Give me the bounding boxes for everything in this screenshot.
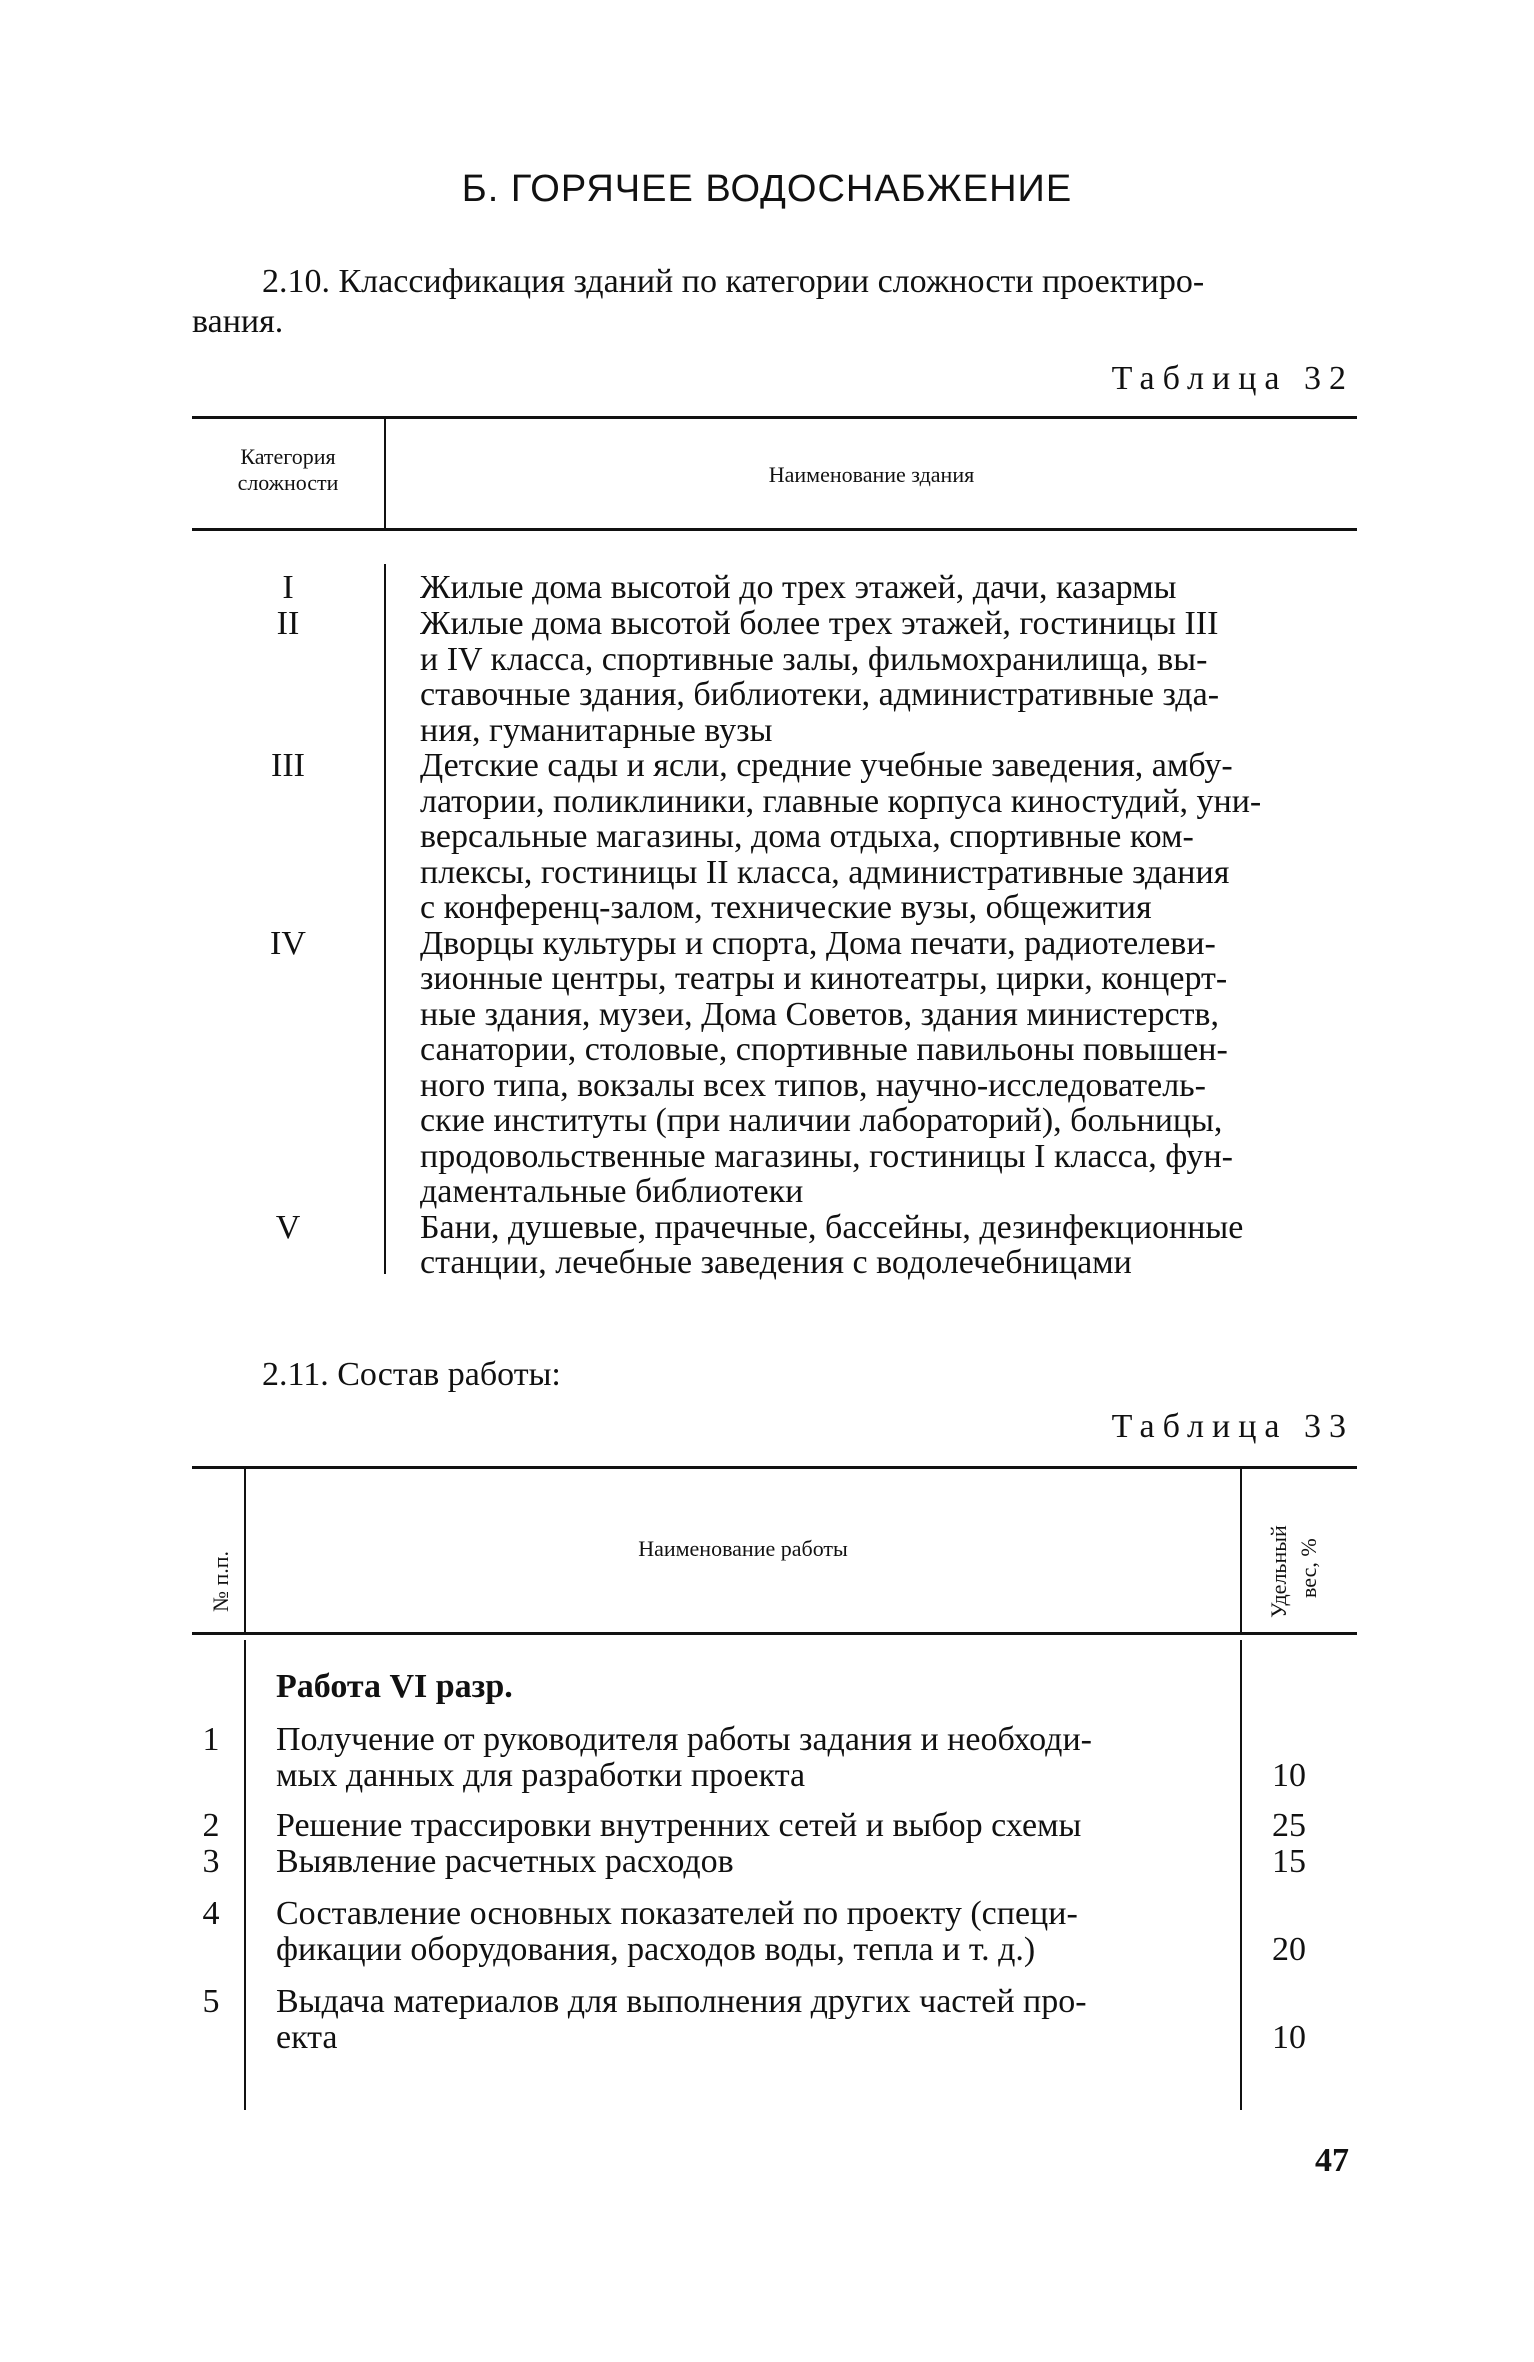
table-32-header-category-line2: сложности <box>237 470 339 495</box>
table-32-category: V <box>275 1208 301 1246</box>
table-32-line: латории, поликлиники, главные корпуса киностудий, уни- <box>420 782 1262 820</box>
table-32-line: и IV класса, спортивные залы, фильмохранилища, вы- <box>420 640 1208 678</box>
table-32-row <box>192 748 1357 926</box>
table-32-line: Бани, душевые, прачечные, бассейны, дезинфекционные <box>420 1208 1244 1246</box>
table-32-line: Дворцы культуры и спорта, Дома печати, радиотелеви- <box>420 924 1216 962</box>
table-33-line: Выявление расчетных расходов <box>276 1843 734 1880</box>
table-33-line: Решение трассировки внутренних сетей и выбор схемы <box>276 1807 1082 1844</box>
table-32-row <box>192 606 1357 748</box>
table-33-text <box>276 1984 1221 2056</box>
table-32-line: ного типа, вокзалы всех типов, научно-исследователь- <box>420 1066 1206 1104</box>
paragraph-2-11-text: 2.11. Состав работы: <box>262 1356 561 1393</box>
table-32-line: версальные магазины, дома отдыха, спортивные ком- <box>420 818 1194 855</box>
table-33-line: мых данных для разработки проекта <box>276 1757 806 1794</box>
table-32-row <box>192 926 1357 1210</box>
table-33-row <box>192 1722 1357 1794</box>
table-33-number: 4 <box>202 1895 220 1932</box>
table-32-description <box>420 926 1357 1210</box>
table-32-line: даментальные библиотеки <box>420 1173 804 1210</box>
table-33-number: 1 <box>202 1721 220 1758</box>
table-33-header-work: Наименование работы <box>638 1536 848 1561</box>
table-32-caption: Таблица 32 <box>1111 360 1354 397</box>
table-32-line: с конференц-залом, технические вузы, общежития <box>420 889 1152 926</box>
table-33-weight: 10 <box>1272 2019 1306 2056</box>
table-33-header-number: № п.п. <box>208 1550 233 1612</box>
table-33-group-label: Работа VI разр. <box>276 1668 513 1705</box>
table-33-row <box>192 1984 1357 2056</box>
table-32-header-category-line1: Категория <box>240 444 336 469</box>
table-32-line: станции, лечебные заведения с водолечебницами <box>420 1244 1132 1281</box>
table-32-description <box>420 606 1357 748</box>
table-33-body <box>192 1722 1357 2056</box>
table-32-line: ния, гуманитарные вузы <box>420 711 773 749</box>
table-33-line: Получение от руководителя работы задания и необходи- <box>276 1721 1092 1758</box>
table-32-category: I <box>282 569 294 606</box>
table-33-weight: 25 <box>1272 1807 1306 1844</box>
table-33-header-weight-line2: вес, % <box>1296 1538 1321 1598</box>
table-32-description <box>420 570 1357 606</box>
table-33-row <box>192 1896 1357 1968</box>
table-33-text <box>276 1844 1221 1880</box>
table-32-line: санатории, столовые, спортивные павильоны повышен- <box>420 1031 1228 1068</box>
table-32-category: IV <box>270 924 306 962</box>
table-32-header-category <box>192 444 384 496</box>
table-32-line: ставочные здания, библиотеки, административные зда- <box>420 676 1220 713</box>
table-32-line: Жилые дома высотой до трех этажей, дачи, казармы <box>420 569 1177 606</box>
table-32-line: продовольственные магазины, гостиницы I класса, фун- <box>420 1137 1233 1175</box>
table-33-text <box>276 1808 1221 1844</box>
table-32-category: II <box>276 605 300 642</box>
table-32-header-building: Наименование здания <box>768 462 975 487</box>
table-32-description <box>420 748 1357 926</box>
table-32-category: III <box>271 747 305 784</box>
table-33-weight: 10 <box>1272 1757 1306 1794</box>
table-33-header-divider-2 <box>1240 1468 1242 1632</box>
paragraph-2-11 <box>192 1355 1357 1395</box>
table-33-number: 2 <box>202 1807 220 1844</box>
table-33-top-rule <box>192 1466 1357 1469</box>
table-32-line: Жилые дома высотой более трех этажей, гостиницы III <box>420 605 1219 642</box>
table-32-row <box>192 1210 1357 1281</box>
table-33-line: Составление основных показателей по проекту (специ- <box>276 1895 1078 1932</box>
paragraph-2-10-line1: 2.10. Классификация зданий по категории сложности проектиро- <box>262 263 1205 300</box>
table-33-number: 3 <box>202 1843 220 1880</box>
table-33-text <box>276 1896 1221 1968</box>
table-33-text <box>276 1722 1221 1794</box>
table-33-header-weight-line1: Удельный <box>1266 1525 1291 1618</box>
table-32-header-rule <box>192 528 1357 531</box>
table-33-weight: 20 <box>1272 1931 1306 1968</box>
table-32-line: ные здания, музеи, Дома Советов, здания министерств, <box>420 995 1219 1033</box>
table-32-line: ские институты (при наличии лабораторий), больницы, <box>420 1102 1223 1139</box>
table-33-row <box>192 1844 1357 1880</box>
paragraph-2-10 <box>192 262 1357 342</box>
table-33-header-rule <box>192 1632 1357 1635</box>
table-32-top-rule <box>192 416 1357 419</box>
section-title: Б. ГОРЯЧЕЕ ВОДОСНАБЖЕНИЕ <box>461 168 1073 210</box>
table-32-body <box>192 570 1357 1281</box>
table-32-line: зионные центры, театры и кинотеатры, цирки, концерт- <box>420 960 1228 997</box>
table-33-caption: Таблица 33 <box>1111 1408 1354 1445</box>
table-32-row <box>192 570 1357 606</box>
paragraph-2-10-line2: вания. <box>192 303 284 340</box>
table-32-line: Детские сады и ясли, средние учебные заведения, амбу- <box>420 747 1233 784</box>
table-33-number: 5 <box>202 1983 220 2020</box>
table-33-weight: 15 <box>1272 1843 1306 1880</box>
table-32-description <box>420 1210 1357 1281</box>
table-33-line: фикации оборудования, расходов воды, тепла и т. д.) <box>276 1931 1036 1968</box>
table-32-line: плексы, гостиницы II класса, административные здания <box>420 853 1230 891</box>
page-number: 47 <box>1315 2142 1349 2179</box>
table-33-line: Выдача материалов для выполнения других частей про- <box>276 1983 1087 2020</box>
table-33-row <box>192 1808 1357 1844</box>
table-33-line: екта <box>276 2019 338 2056</box>
